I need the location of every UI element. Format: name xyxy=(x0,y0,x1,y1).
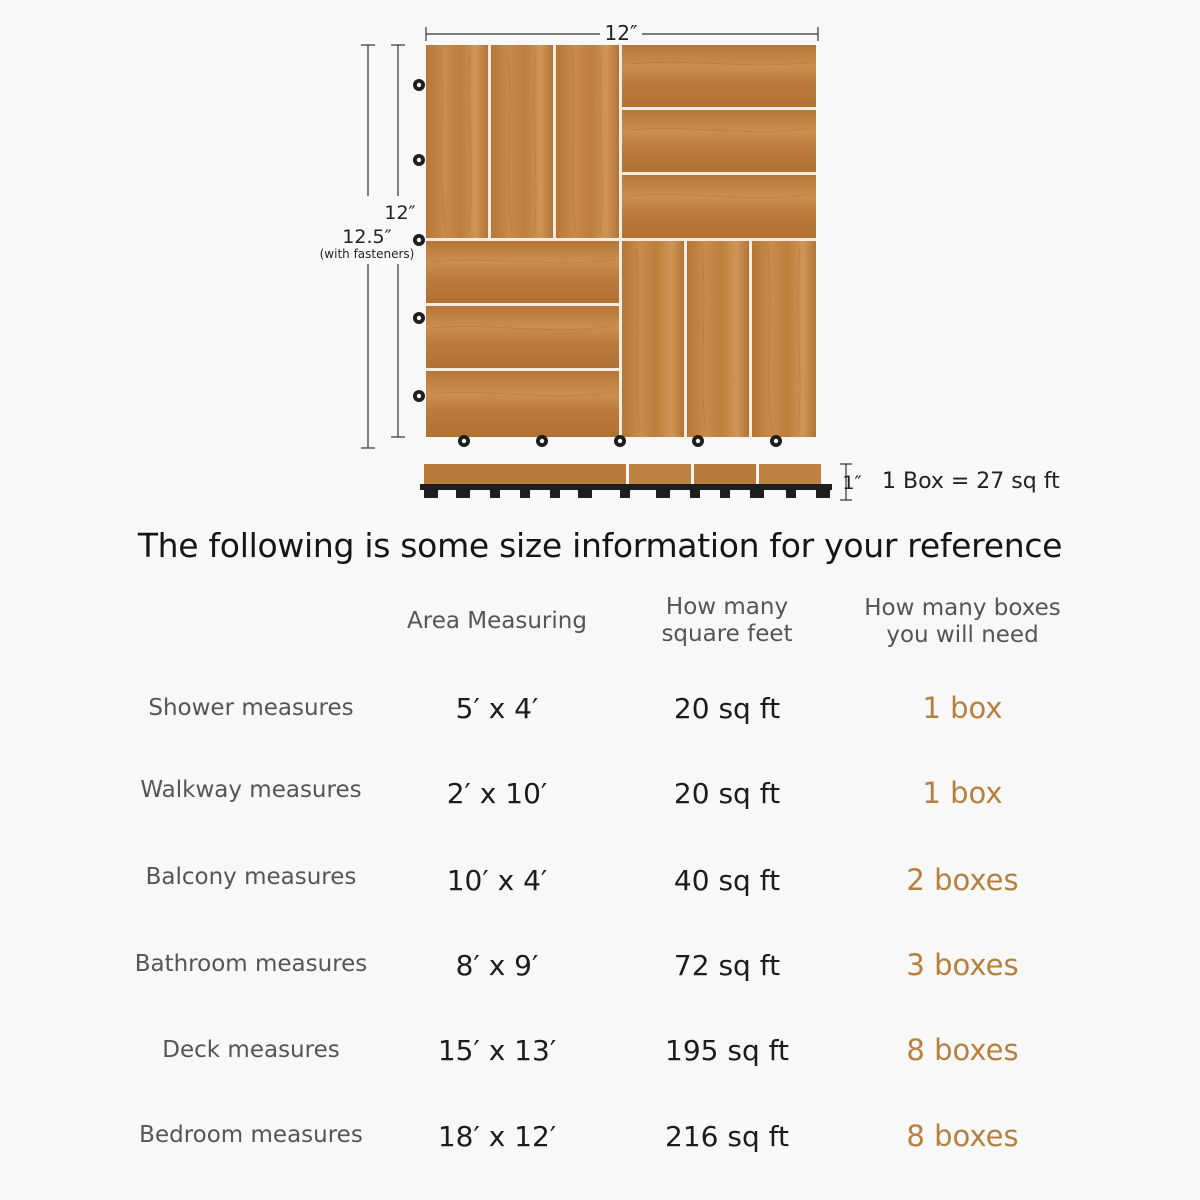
area-walkway: 2′ x 10′ xyxy=(446,777,548,810)
row-label-deck: Deck measures xyxy=(162,1037,340,1063)
width-dimension xyxy=(426,20,818,45)
sqft-walkway: 20 sq ft xyxy=(673,777,781,810)
row-label-shower: Shower measures xyxy=(148,695,354,721)
area-shower: 5′ x 4′ xyxy=(455,692,539,725)
wood-tile xyxy=(413,45,816,447)
sqft-bathroom: 72 sq ft xyxy=(673,949,781,982)
height-dimension xyxy=(318,45,416,448)
sqft-shower: 20 sq ft xyxy=(673,692,781,725)
boxes-balcony: 2 boxes xyxy=(906,863,1019,897)
header-boxes-line1: How many boxes xyxy=(864,595,1061,621)
area-bathroom: 8′ x 9′ xyxy=(455,949,539,982)
fasteners-note: (with fasteners) xyxy=(319,247,415,261)
header-sqft-line1: How many xyxy=(665,594,789,620)
page-heading: The following is some size information for your reference xyxy=(137,526,1063,565)
thickness-label: 1″ xyxy=(842,472,862,494)
width-label: 12″ xyxy=(604,21,638,45)
sqft-balcony: 40 sq ft xyxy=(673,864,781,897)
sqft-bedroom: 216 sq ft xyxy=(665,1120,789,1153)
thickness-dimension xyxy=(840,464,862,500)
height-label: 12″ xyxy=(384,202,416,224)
sqft-deck: 195 sq ft xyxy=(665,1034,789,1067)
boxes-bathroom: 3 boxes xyxy=(906,948,1019,982)
boxes-deck: 8 boxes xyxy=(906,1033,1019,1067)
row-label-bedroom: Bedroom measures xyxy=(139,1122,363,1148)
boxes-shower: 1 box xyxy=(922,691,1003,725)
header-sqft-line2: square feet xyxy=(661,621,793,647)
row-label-walkway: Walkway measures xyxy=(140,777,362,803)
row-label-balcony: Balcony measures xyxy=(145,864,357,890)
header-sqft xyxy=(620,594,834,648)
area-bedroom: 18′ x 12′ xyxy=(437,1120,557,1153)
row-label-bathroom: Bathroom measures xyxy=(134,951,368,977)
height-with-fasteners-label: 12.5″ xyxy=(342,226,392,248)
boxes-walkway: 1 box xyxy=(922,776,1003,810)
tile-diagram xyxy=(0,0,1200,520)
box-coverage-label: 1 Box = 27 sq ft xyxy=(882,469,1060,494)
area-balcony: 10′ x 4′ xyxy=(446,864,548,897)
header-area: Area Measuring xyxy=(407,608,587,634)
tile-side-profile xyxy=(420,464,832,498)
header-boxes xyxy=(840,595,1085,649)
boxes-bedroom: 8 boxes xyxy=(906,1119,1019,1153)
header-boxes-line2: you will need xyxy=(886,622,1039,648)
area-deck: 15′ x 13′ xyxy=(437,1034,557,1067)
